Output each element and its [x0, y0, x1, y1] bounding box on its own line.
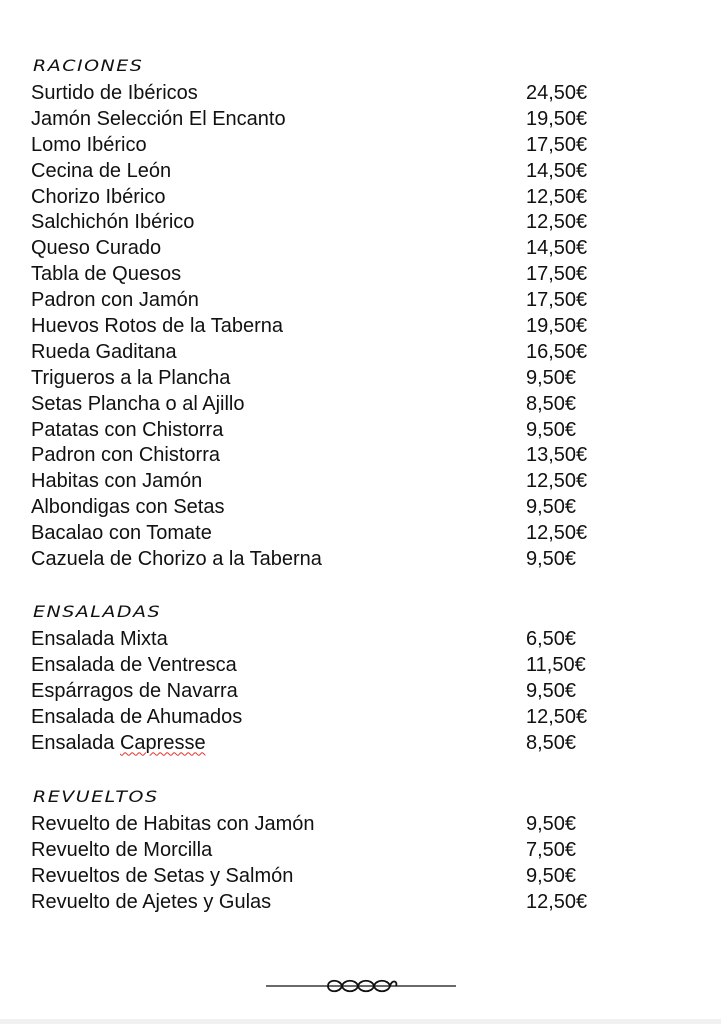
- menu-item: [31, 864, 631, 890]
- item-price: 12,50€: [526, 185, 588, 208]
- menu-item: [31, 521, 631, 547]
- item-name: Ensalada de Ahumados: [31, 705, 243, 728]
- menu-item: [31, 288, 631, 314]
- menu-item: [31, 495, 631, 521]
- item-price: 9,50€: [526, 366, 577, 389]
- item-name: Jamón Selección El Encanto: [31, 107, 286, 130]
- item-price: 24,50€: [526, 82, 588, 104]
- item-price: 6,50€: [526, 628, 577, 650]
- section-ensaladas: [31, 599, 631, 756]
- item-name: Huevos Rotos de la Taberna: [31, 315, 284, 338]
- menu-item: [31, 838, 631, 864]
- item-name: Revuelto de Habitas con Jamón: [31, 813, 315, 835]
- menu-item: [31, 210, 631, 236]
- menu-item: [31, 185, 631, 211]
- item-name: Salchichón Ibérico: [31, 211, 195, 234]
- item-price: 8,50€: [526, 731, 577, 754]
- item-name: Espárragos de Navarra: [31, 679, 238, 702]
- menu-item: [31, 107, 631, 133]
- menu-item: [31, 340, 631, 366]
- item-price: 12,50€: [526, 211, 588, 234]
- item-price: 14,50€: [526, 159, 588, 182]
- menu-item: [31, 679, 631, 705]
- item-name: Albondigas con Setas: [31, 496, 225, 519]
- item-name: Chorizo Ibérico: [31, 185, 166, 208]
- section-title: RACIONES: [33, 56, 144, 76]
- menu-list: [31, 627, 631, 756]
- item-price: 12,50€: [526, 470, 588, 493]
- item-price: 9,50€: [526, 496, 577, 519]
- menu-item: [31, 443, 631, 469]
- item-price: 9,50€: [526, 548, 577, 571]
- menu-item: [31, 262, 631, 288]
- menu-item: [31, 418, 631, 444]
- section-title: ENSALADAS: [33, 602, 162, 622]
- item-price: 12,50€: [526, 522, 588, 545]
- item-name: Trigueros a la Plancha: [31, 366, 231, 389]
- menu-item: [31, 159, 631, 185]
- menu-item: [31, 547, 631, 573]
- section-raciones: [31, 53, 631, 573]
- menu-item: [31, 392, 631, 418]
- menu-item: [31, 236, 631, 262]
- item-price: 17,50€: [526, 133, 588, 156]
- item-name: Surtido de Ibéricos: [31, 82, 198, 104]
- item-name: Lomo Ibérico: [31, 133, 147, 156]
- decorative-divider-icon: [266, 975, 456, 997]
- item-price: 12,50€: [526, 705, 588, 728]
- item-price: 17,50€: [526, 263, 588, 286]
- item-price: 14,50€: [526, 237, 588, 260]
- item-name: Cecina de León: [31, 159, 172, 182]
- item-price: 13,50€: [526, 444, 588, 467]
- section-revueltos: [31, 784, 631, 916]
- item-price: 8,50€: [526, 392, 577, 415]
- menu-item: [31, 731, 631, 757]
- item-name: Revueltos de Setas y Salmón: [31, 864, 294, 887]
- item-name: Revuelto de Ajetes y Gulas: [31, 890, 272, 913]
- item-name: Padron con Chistorra: [31, 444, 220, 467]
- item-price: 9,50€: [526, 679, 577, 702]
- item-name: Ensalada de Ventresca: [31, 653, 237, 676]
- item-name: [31, 731, 206, 757]
- menu-item: [31, 653, 631, 679]
- item-price: 9,50€: [526, 813, 577, 835]
- item-price: 12,50€: [526, 890, 588, 913]
- menu-item: [31, 314, 631, 340]
- item-name: Ensalada Mixta: [31, 628, 168, 650]
- menu-item: [31, 812, 631, 838]
- menu-item: [31, 705, 631, 731]
- item-name: Bacalao con Tomate: [31, 522, 212, 545]
- item-name: Tabla de Quesos: [31, 263, 182, 286]
- item-name-prefix: Ensalada: [31, 731, 120, 754]
- menu-item: [31, 133, 631, 159]
- item-name: Queso Curado: [31, 237, 162, 260]
- menu-list: [31, 81, 631, 573]
- item-price: 17,50€: [526, 289, 588, 312]
- menu-item: [31, 469, 631, 495]
- item-name: Setas Plancha o al Ajillo: [31, 392, 245, 415]
- item-price: 9,50€: [526, 418, 577, 441]
- item-price: 19,50€: [526, 315, 588, 338]
- item-name: Padron con Jamón: [31, 289, 199, 312]
- item-price: 7,50€: [526, 838, 577, 861]
- menu-item: [31, 81, 631, 107]
- menu-item: [31, 627, 631, 653]
- menu-list: [31, 812, 631, 916]
- item-price: 16,50€: [526, 340, 588, 363]
- item-name: Patatas con Chistorra: [31, 418, 224, 441]
- item-name: Habitas con Jamón: [31, 470, 203, 493]
- section-title: REVUELTOS: [33, 787, 159, 807]
- menu-item: [31, 890, 631, 916]
- page-bottom-edge: [0, 1019, 721, 1024]
- item-name: Revuelto de Morcilla: [31, 838, 213, 861]
- menu-item: [31, 366, 631, 392]
- item-price: 9,50€: [526, 864, 577, 887]
- spellcheck-flagged-word: Capresse: [119, 731, 206, 754]
- item-name: Cazuela de Chorizo a la Taberna: [31, 548, 322, 571]
- item-price: 19,50€: [526, 107, 588, 130]
- item-name: Rueda Gaditana: [31, 340, 177, 363]
- item-price: 11,50€: [526, 653, 586, 676]
